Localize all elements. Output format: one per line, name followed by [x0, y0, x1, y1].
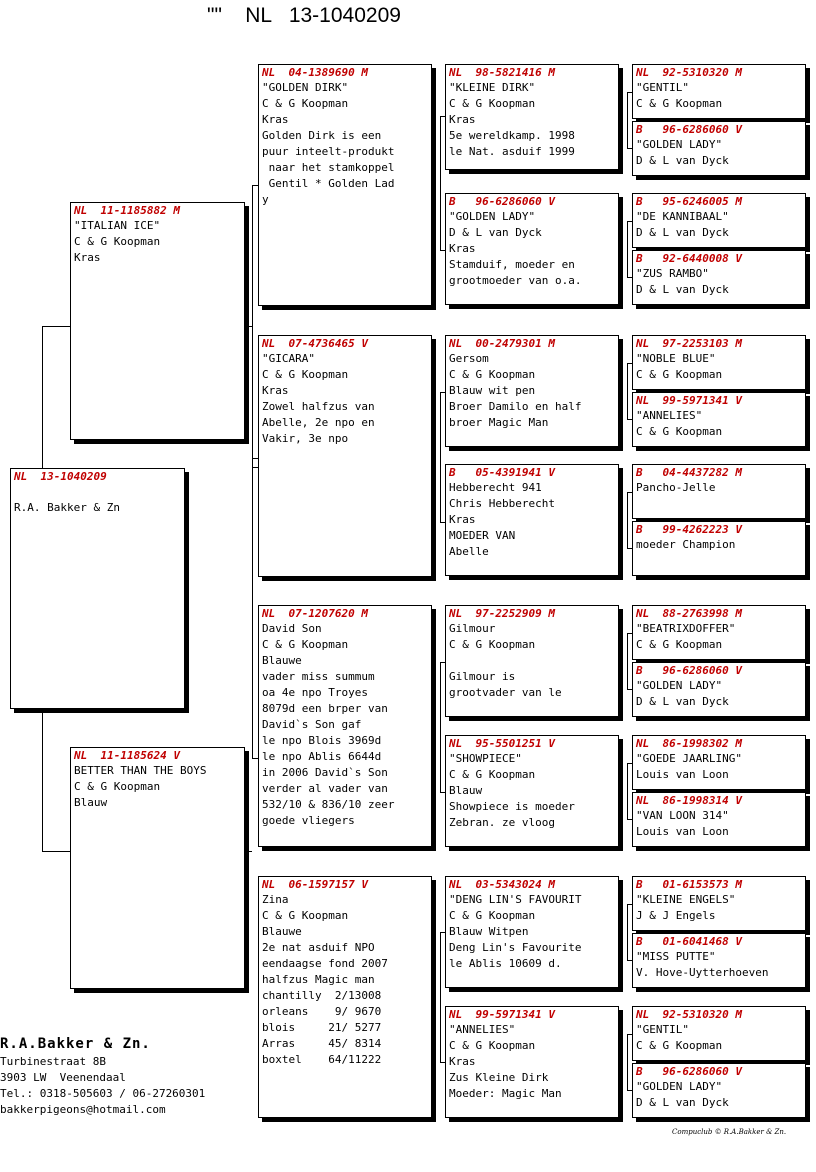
- pigeon-info-line: C & G Koopman: [449, 97, 536, 110]
- pigeon-card: [632, 464, 806, 519]
- owner-address: Turbinestraat 8B: [0, 1055, 106, 1068]
- owner-info: [0, 1034, 205, 1118]
- pigeon-info-line: Gentil * Golden Lad: [262, 177, 395, 190]
- pigeon-info-line: 8079d een brper van: [262, 702, 388, 715]
- pigeon-info-line: MOEDER VAN: [449, 529, 516, 542]
- pigeon-card: [70, 747, 245, 989]
- connector-vertical: [440, 392, 441, 522]
- ring-number: NL 92-5310320 M: [636, 66, 742, 79]
- pigeon-card: [632, 662, 806, 717]
- pigeon-info-line: "NOBLE BLUE": [636, 352, 716, 365]
- pigeon-card: [445, 335, 619, 447]
- pigeon-info-line: D & L van Dyck: [636, 695, 729, 708]
- ring-number: B 99-4262223 V: [636, 523, 742, 536]
- pigeon-info-line: Blauw: [449, 784, 483, 797]
- pigeon-info-line: "GOLDEN LADY": [636, 138, 723, 151]
- pigeon-info-line: [449, 653, 615, 669]
- pigeon-info-line: Kras: [449, 513, 476, 526]
- ring-number: NL 07-1207620 M: [262, 607, 368, 620]
- ring-number: NL 86-1998302 M: [636, 737, 742, 750]
- pigeon-info-line: 2e nat asduif NPO: [262, 941, 375, 954]
- pigeon-card: [632, 1063, 806, 1118]
- software-credit: Compuclub © R.A.Bakker & Zn.: [672, 1128, 787, 1136]
- pigeon-info-line: David`s Son gaf: [262, 718, 362, 731]
- pigeon-info-line: C & G Koopman: [636, 97, 723, 110]
- pigeon-info-line: Vakir, 3e npo: [262, 432, 349, 445]
- pigeon-info-line: Gilmour is: [449, 670, 516, 683]
- pigeon-card: [632, 521, 806, 576]
- connector-vertical: [627, 633, 628, 689]
- pigeon-info-line: Blauwe: [262, 925, 302, 938]
- pigeon-card: [258, 876, 432, 1118]
- pigeon-info-line: "KLEINE DIRK": [449, 81, 536, 94]
- pigeon-info-line: Kras: [449, 242, 476, 255]
- ring-number: NL 99-5971341 V: [636, 394, 742, 407]
- pigeon-info-line: Kras: [449, 113, 476, 126]
- ring-number: NL 97-2252909 M: [449, 607, 555, 620]
- connector-vertical: [627, 221, 628, 277]
- ring-number: NL 98-5821416 M: [449, 66, 555, 79]
- pigeon-card: [258, 605, 432, 847]
- pigeon-info-line: D & L van Dyck: [636, 226, 729, 239]
- pigeon-card: [632, 193, 806, 248]
- ring-number: NL 00-2479301 M: [449, 337, 555, 350]
- pigeon-info-line: Pancho-Jelle: [636, 481, 716, 494]
- pigeon-card: [70, 202, 245, 440]
- ring-number: NL 95-5501251 V: [449, 737, 555, 750]
- pigeon-info-line: J & J Engels: [636, 909, 716, 922]
- pigeon-info-line: "KLEINE ENGELS": [636, 893, 736, 906]
- ring-number: NL 06-1597157 V: [262, 878, 368, 891]
- pigeon-info-line: "ANNELIES": [449, 1023, 516, 1036]
- pigeon-info-line: le npo Blois 3969d: [262, 734, 382, 747]
- ring-number: B 96-6286060 V: [636, 123, 742, 136]
- pigeon-info-line: "ITALIAN ICE": [74, 219, 161, 232]
- ring-number: B 92-6440008 V: [636, 252, 742, 265]
- pigeon-info-line: Hebberecht 941: [449, 481, 542, 494]
- pigeon-card: [632, 792, 806, 847]
- pigeon-info-line: "GOEDE JAARLING": [636, 752, 742, 765]
- connector-horizontal: [244, 326, 252, 327]
- pigeon-card: [632, 1006, 806, 1061]
- pigeon-info-line: C & G Koopman: [636, 368, 723, 381]
- ring-number: NL 04-1389690 M: [262, 66, 368, 79]
- ring-number: B 95-6246005 M: [636, 195, 742, 208]
- pigeon-info-line: C & G Koopman: [262, 368, 349, 381]
- pigeon-info-line: R.A. Bakker & Zn: [14, 501, 120, 514]
- pigeon-card: [632, 735, 806, 790]
- pigeon-info-line: boxtel 64/11222: [262, 1053, 382, 1066]
- pigeon-info-line: "GICARA": [262, 352, 315, 365]
- pigeon-card: [258, 335, 432, 577]
- ring-number: B 96-6286060 V: [636, 664, 742, 677]
- ring-number: NL 97-2253103 M: [636, 337, 742, 350]
- pigeon-info-line: Golden Dirk is een: [262, 129, 382, 142]
- connector-vertical: [627, 92, 628, 148]
- pigeon-info-line: Zina: [262, 893, 289, 906]
- connector-horizontal: [42, 326, 70, 327]
- connector-vertical: [627, 904, 628, 960]
- pigeon-info-line: Zus Kleine Dirk: [449, 1071, 549, 1084]
- connector-vertical: [627, 1034, 628, 1090]
- owner-email[interactable]: bakkerpigeons@hotmail.com: [0, 1103, 166, 1116]
- pigeon-card: [632, 64, 806, 119]
- pigeon-info-line: C & G Koopman: [262, 97, 349, 110]
- pigeon-info-line: "GOLDEN LADY": [636, 1080, 723, 1093]
- pigeon-info-line: orleans 9/ 9670: [262, 1005, 382, 1018]
- connector-vertical: [627, 763, 628, 819]
- pigeon-info-line: "GOLDEN LADY": [636, 679, 723, 692]
- pigeon-card: [445, 464, 619, 576]
- pigeon-info-line: David Son: [262, 622, 322, 635]
- pigeon-card: [445, 876, 619, 988]
- pigeon-info-line: le Ablis 10609 d.: [449, 957, 562, 970]
- pigeon-info-line: Kras: [449, 1055, 476, 1068]
- pigeon-info-line: "GENTIL": [636, 1023, 689, 1036]
- pigeon-info-line: [14, 484, 181, 500]
- pigeon-info-line: C & G Koopman: [449, 638, 536, 651]
- pigeon-info-line: Deng Lin's Favourite: [449, 941, 582, 954]
- pigeon-info-line: goede vliegers: [262, 814, 355, 827]
- pigeon-info-line: Stamduif, moeder en: [449, 258, 575, 271]
- pigeon-info-line: C & G Koopman: [449, 368, 536, 381]
- pigeon-info-line: halfzus Magic man: [262, 973, 375, 986]
- pigeon-info-line: blois 21/ 5277: [262, 1021, 382, 1034]
- pigeon-info-line: "ZUS RAMBO": [636, 267, 709, 280]
- ring-number: B 96-6286060 V: [449, 195, 555, 208]
- pigeon-info-line: Arras 45/ 8314: [262, 1037, 382, 1050]
- pigeon-card: [632, 335, 806, 390]
- pigeon-card: [632, 605, 806, 660]
- pigeon-info-line: Blauw Witpen: [449, 925, 529, 938]
- pigeon-info-line: D & L van Dyck: [636, 283, 729, 296]
- pigeon-info-line: "SHOWPIECE": [449, 752, 522, 765]
- pigeon-info-line: Louis van Loon: [636, 768, 729, 781]
- pigeon-card: [445, 1006, 619, 1118]
- pigeon-info-line: le npo Ablis 6644d: [262, 750, 382, 763]
- pigeon-info-line: "DENG LIN'S FAVOURIT: [449, 893, 582, 906]
- pigeon-info-line: Chris Hebberecht: [449, 497, 555, 510]
- owner-phone: Tel.: 0318-505603 / 06-27260301: [0, 1087, 206, 1100]
- ring-number: B 05-4391941 V: [449, 466, 555, 479]
- pigeon-info-line: C & G Koopman: [74, 235, 161, 248]
- pigeon-card: [258, 64, 432, 306]
- ring-number: NL 99-5971341 V: [449, 1008, 555, 1021]
- pigeon-card: [632, 250, 806, 305]
- pigeon-info-line: le Nat. asduif 1999: [449, 145, 575, 158]
- connector-vertical: [440, 932, 441, 1062]
- pigeon-info-line: "VAN LOON 314": [636, 809, 729, 822]
- owner-city: 3903 LW Veenendaal: [0, 1071, 126, 1084]
- ring-number: NL 92-5310320 M: [636, 1008, 742, 1021]
- pigeon-info-line: Zebran. ze vloog: [449, 816, 555, 829]
- pigeon-info-line: C & G Koopman: [449, 1039, 536, 1052]
- pigeon-info-line: Abelle: [449, 545, 489, 558]
- pigeon-info-line: "GOLDEN LADY": [449, 210, 536, 223]
- ring-number: B 04-4437282 M: [636, 466, 742, 479]
- pigeon-info-line: C & G Koopman: [449, 909, 536, 922]
- pigeon-info-line: D & L van Dyck: [636, 154, 729, 167]
- pigeon-card: [632, 876, 806, 931]
- ring-number: B 01-6153573 M: [636, 878, 742, 891]
- pigeon-info-line: Blauw wit pen: [449, 384, 536, 397]
- owner-name: R.A.Bakker & Zn.: [0, 1036, 151, 1052]
- connector-vertical: [42, 326, 43, 469]
- pigeon-info-line: C & G Koopman: [636, 1039, 723, 1052]
- pigeon-info-line: "ANNELIES": [636, 409, 703, 422]
- pigeon-info-line: C & G Koopman: [636, 425, 723, 438]
- pigeon-info-line: Blauw: [74, 796, 108, 809]
- connector-vertical: [627, 363, 628, 419]
- pigeon-info-line: chantilly 2/13008: [262, 989, 382, 1002]
- pigeon-info-line: C & G Koopman: [449, 768, 536, 781]
- pigeon-info-line: "GENTIL": [636, 81, 689, 94]
- pigeon-info-line: verder al vader van: [262, 782, 388, 795]
- pigeon-card: [10, 468, 185, 709]
- pigeon-info-line: Kras: [262, 384, 289, 397]
- ring-number: B 01-6041468 V: [636, 935, 742, 948]
- pigeon-info-line: D & L van Dyck: [449, 226, 542, 239]
- ring-number: NL 07-4736465 V: [262, 337, 368, 350]
- pigeon-info-line: Broer Damilo en half: [449, 400, 582, 413]
- pigeon-info-line: "GOLDEN DIRK": [262, 81, 349, 94]
- ring-number: NL 03-5343024 M: [449, 878, 555, 891]
- pigeon-info-line: C & G Koopman: [262, 909, 349, 922]
- pigeon-info-line: grootvader van le: [449, 686, 562, 699]
- pigeon-info-line: C & G Koopman: [262, 638, 349, 651]
- pigeon-info-line: Zowel halfzus van: [262, 400, 375, 413]
- pigeon-info-line: grootmoeder van o.a.: [449, 274, 582, 287]
- ring-number: NL 86-1998314 V: [636, 794, 742, 807]
- pigeon-card: [445, 193, 619, 305]
- pigeon-info-line: oa 4e npo Troyes: [262, 686, 368, 699]
- pigeon-info-line: 5e wereldkamp. 1998: [449, 129, 575, 142]
- pedigree-title: "" NL 13-1040209: [207, 4, 401, 27]
- ring-number: NL 11-1185624 V: [74, 749, 180, 762]
- pigeon-card: [445, 735, 619, 847]
- connector-vertical: [42, 708, 43, 852]
- ring-number: NL 88-2763998 M: [636, 607, 742, 620]
- pigeon-info-line: Kras: [262, 113, 289, 126]
- connector-vertical: [440, 116, 441, 250]
- pigeon-info-line: Showpiece is moeder: [449, 800, 575, 813]
- ring-number: NL 13-1040209: [14, 470, 107, 483]
- connector-vertical: [440, 662, 441, 792]
- pigeon-info-line: BETTER THAN THE BOYS: [74, 764, 207, 777]
- pigeon-info-line: C & G Koopman: [74, 780, 161, 793]
- connector-horizontal: [244, 851, 252, 852]
- pigeon-info-line: in 2006 David`s Son: [262, 766, 388, 779]
- pigeon-card: [445, 64, 619, 170]
- ring-number: B 96-6286060 V: [636, 1065, 742, 1078]
- pigeon-info-line: "MISS PUTTE": [636, 950, 716, 963]
- pigeon-info-line: Louis van Loon: [636, 825, 729, 838]
- pigeon-info-line: naar het stamkoppel: [262, 161, 395, 174]
- connector-vertical: [252, 185, 253, 467]
- connector-vertical: [252, 458, 253, 758]
- pigeon-info-line: "BEATRIXDOFFER": [636, 622, 736, 635]
- pigeon-info-line: D & L van Dyck: [636, 1096, 729, 1109]
- pigeon-info-line: V. Hove-Uytterhoeven: [636, 966, 769, 979]
- connector-horizontal: [42, 851, 70, 852]
- pigeon-card: [632, 121, 806, 176]
- pigeon-info-line: moeder Champion: [636, 538, 736, 551]
- pigeon-info-line: "DE KANNIBAAL": [636, 210, 729, 223]
- pigeon-card: [445, 605, 619, 717]
- pigeon-card: [632, 392, 806, 447]
- pigeon-info-line: Kras: [74, 251, 101, 264]
- pigeon-info-line: Blauwe: [262, 654, 302, 667]
- pigeon-info-line: C & G Koopman: [636, 638, 723, 651]
- pigeon-info-line: Gersom: [449, 352, 489, 365]
- pigeon-info-line: Abelle, 2e npo en: [262, 416, 375, 429]
- pigeon-card: [632, 933, 806, 988]
- ring-number: NL 11-1185882 M: [74, 204, 180, 217]
- pigeon-info-line: puur inteelt-produkt: [262, 145, 395, 158]
- pigeon-info-line: Gilmour: [449, 622, 496, 635]
- pigeon-info-line: Moeder: Magic Man: [449, 1087, 562, 1100]
- pigeon-info-line: vader miss summum: [262, 670, 375, 683]
- pigeon-info-line: 532/10 & 836/10 zeer: [262, 798, 395, 811]
- pigeon-info-line: eendaagse fond 2007: [262, 957, 388, 970]
- pigeon-info-line: y: [262, 193, 269, 206]
- connector-vertical: [627, 492, 628, 548]
- pigeon-info-line: broer Magic Man: [449, 416, 549, 429]
